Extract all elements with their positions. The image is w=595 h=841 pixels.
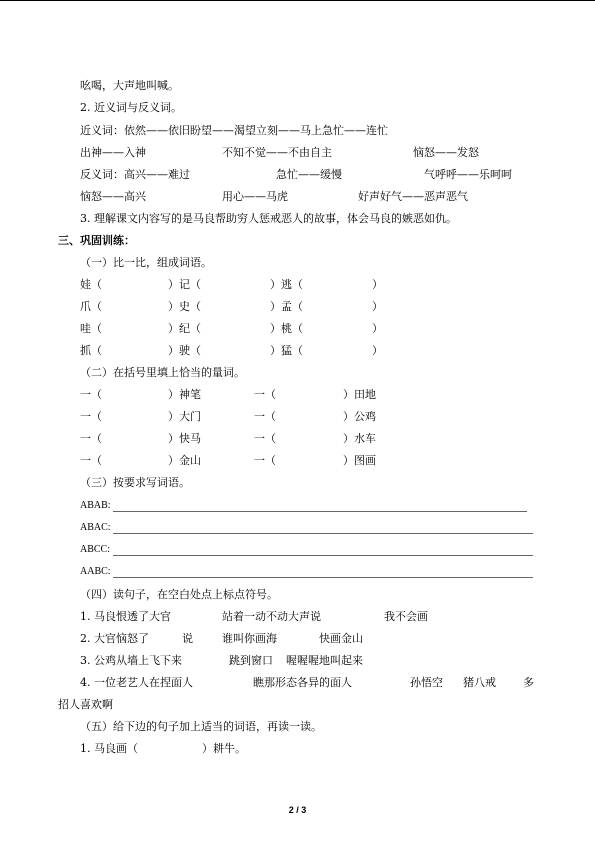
measure-word-noun: ）神笔 — [168, 388, 201, 401]
sentence-fragment: 4. 一位老艺人在捏面人 — [80, 676, 193, 689]
part-3-title: （三）按要求写词语。 — [80, 476, 190, 489]
word-blank[interactable]: 抓（ — [80, 344, 102, 357]
measure-word-blank[interactable]: 一（ — [80, 454, 102, 467]
measure-word-blank[interactable]: 一（ — [80, 388, 102, 401]
measure-word-blank[interactable]: 一（ — [80, 410, 102, 423]
synonym-line-1: 近义词：依然——依旧盼望——渴望立刻——马上急忙——连忙 — [80, 124, 388, 137]
measure-word-noun: ）水车 — [343, 432, 376, 445]
antonym-pair: 气呼呼——乐呵呵 — [424, 168, 512, 181]
fill-blank[interactable]: 1. 马良画（ — [80, 742, 138, 755]
antonym-pair: 恼怒——高兴 — [80, 190, 146, 203]
sentence-fragment: 招人喜欢啊 — [58, 698, 113, 711]
synonym-pair: 不知不觉——不由自主 — [222, 146, 332, 159]
top-rule — [0, 0, 595, 1]
page-number: 2 / 3 — [288, 805, 307, 815]
measure-word-blank[interactable]: 一（ — [254, 432, 276, 445]
measure-word-noun: ）金山 — [168, 454, 201, 467]
part-4-title: （四）读句子，在空白处点上标点符号。 — [80, 588, 278, 601]
antonym-pair: 反义词：高兴——难过 — [80, 168, 190, 181]
measure-word-blank[interactable]: 一（ — [254, 410, 276, 423]
measure-word-blank[interactable]: 一（ — [80, 432, 102, 445]
measure-word-blank[interactable]: 一（ — [254, 454, 276, 467]
sentence-fragment: 站着一动不动大声说 — [222, 610, 321, 623]
answer-line[interactable] — [113, 577, 533, 578]
synonym-pair: 恼怒——发怒 — [413, 146, 479, 159]
word-blank[interactable]: ）史（ — [168, 300, 201, 313]
sentence-fragment: 我不会画 — [384, 610, 428, 623]
word-blank[interactable]: 娃（ — [80, 278, 102, 291]
sentence-fragment: 说 — [182, 632, 193, 645]
word-blank[interactable]: 爪（ — [80, 300, 102, 313]
sentence-fragment: 孙悟空 — [410, 676, 443, 689]
measure-word-noun: ）公鸡 — [343, 410, 376, 423]
antonym-pair: 急忙——缓慢 — [276, 168, 342, 181]
item-3-text: 3. 理解课文内容写的是马良帮助穷人惩戒恶人的故事，体会马良的嫉恶如仇。 — [80, 212, 457, 225]
pattern-label: ABCC: — [80, 544, 111, 555]
sentence-fragment: 1. 马良恨透了大官 — [80, 610, 171, 623]
word-blank[interactable]: ）猛（ — [270, 344, 303, 357]
sentence-fragment: 瞧那形态各异的面人 — [253, 676, 352, 689]
part-1-title: （一）比一比，组成词语。 — [80, 256, 212, 269]
measure-word-noun: ）图画 — [343, 454, 376, 467]
word-blank-close: ） — [372, 344, 383, 357]
sentence-fragment: 快画金山 — [319, 632, 363, 645]
word-blank[interactable]: ）逃（ — [270, 278, 303, 291]
sentence-fragment: 多 — [523, 676, 534, 689]
item-2-heading: 2. 近义词与反义词。 — [80, 101, 182, 114]
synonym-pair: 出神——入神 — [80, 146, 146, 159]
pattern-label: ABAB: — [80, 500, 111, 511]
word-blank-close: ） — [372, 322, 383, 335]
word-blank[interactable]: ）桃（ — [270, 322, 303, 335]
fill-blank-suffix: ）耕牛。 — [202, 742, 246, 755]
antonym-pair: 用心——马虎 — [222, 190, 288, 203]
word-blank-close: ） — [372, 278, 383, 291]
answer-line[interactable] — [113, 533, 533, 534]
section-title: 三、巩固训练： — [58, 234, 135, 247]
answer-line[interactable] — [113, 511, 527, 512]
part-2-title: （二）在括号里填上恰当的量词。 — [80, 366, 245, 379]
part-5-title: （五）给下边的句子加上适当的词语，再读一读。 — [80, 720, 322, 733]
measure-word-noun: ）大门 — [168, 410, 201, 423]
pattern-label: AABC: — [80, 566, 111, 577]
antonym-pair: 好声好气——恶声恶气 — [358, 190, 468, 203]
word-blank[interactable]: 哇（ — [80, 322, 102, 335]
answer-line[interactable] — [113, 555, 533, 556]
word-blank[interactable]: ）驶（ — [168, 344, 201, 357]
measure-word-blank[interactable]: 一（ — [254, 388, 276, 401]
word-blank-close: ） — [372, 300, 383, 313]
intro-line: 吆喝，大声地叫喊。 — [80, 79, 179, 92]
sentence-fragment: 3. 公鸡从墙上飞下来 — [80, 654, 182, 667]
word-blank[interactable]: ）纪（ — [168, 322, 201, 335]
sentence-fragment: 2. 大官恼怒了 — [80, 632, 149, 645]
measure-word-noun: ）田地 — [343, 388, 376, 401]
word-blank[interactable]: ）孟（ — [270, 300, 303, 313]
sentence-fragment: 跳到窗口 — [229, 654, 273, 667]
word-blank[interactable]: ）记（ — [168, 278, 201, 291]
sentence-fragment: 猪八戒 — [463, 676, 496, 689]
pattern-label: ABAC: — [80, 522, 111, 533]
sentence-fragment: 喔喔喔地叫起来 — [286, 654, 363, 667]
measure-word-noun: ）快马 — [168, 432, 201, 445]
sentence-fragment: 谁叫你画海 — [222, 632, 277, 645]
